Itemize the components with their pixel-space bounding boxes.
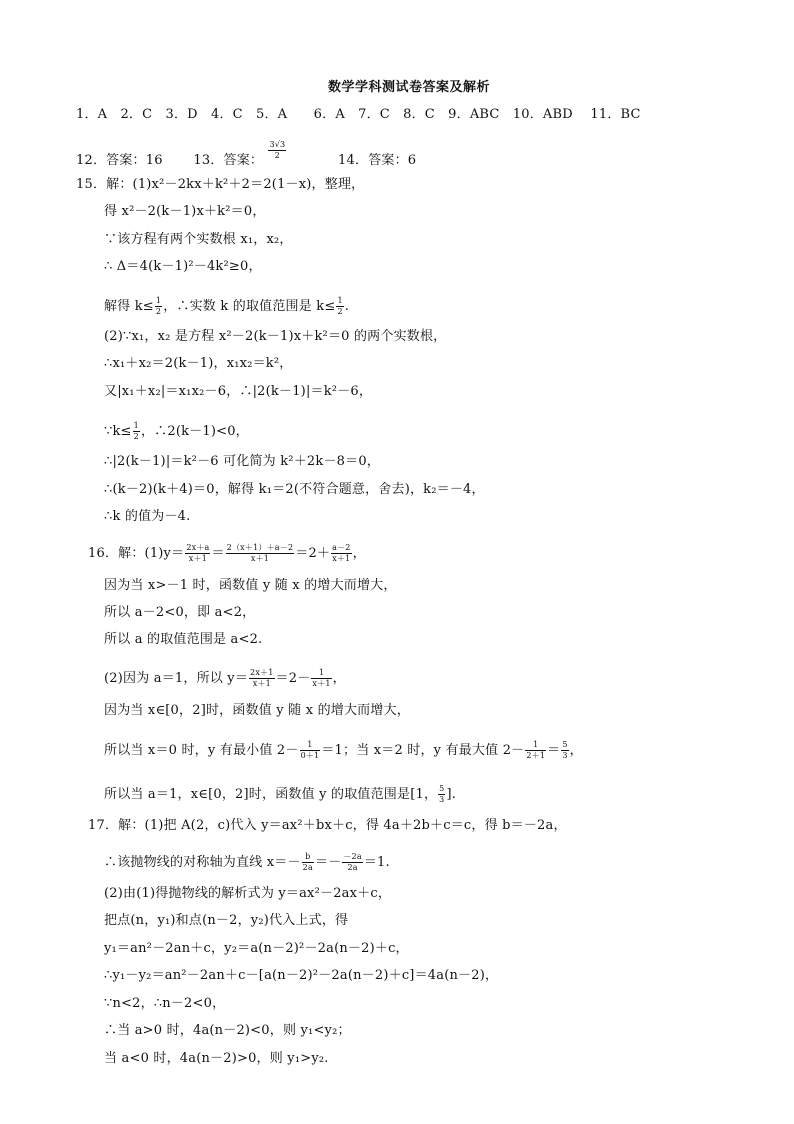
q15-line-9: ∵k≤ $\frac{1}{2}$ ，∴2(k－1)<0， — [104, 421, 249, 441]
q15-line-6: (2)∵x₁，x₂ 是方程 x²－2(k－1)x＋k²＝0 的两个实数根， — [104, 329, 447, 344]
fraction: $\frac{2x+1}{x+1}$ — [250, 668, 274, 688]
answer-13-label: 13．答案： — [193, 153, 264, 168]
answer-12: 12．答案：16 — [76, 153, 163, 168]
answer-14: 14．答案：6 — [338, 153, 417, 168]
choice-answers: 1．A 2．C 3．D 4．C 5．A 6．A 7．C 8．C 9．ABC 10．ABD 11．BC — [76, 107, 641, 122]
q15-line-8: 又|x₁＋x₂|＝x₁x₂－6，∴|2(k－1)|＝k²－6， — [104, 384, 373, 399]
q17-line-6: ∴y₁－y₂＝an²－2an＋c－[a(n－2)²－2a(n－2)＋c]＝4a(n－2)， — [104, 968, 499, 983]
fraction: $\frac{1}{x+1}$ — [312, 668, 331, 688]
page-title: 数学学科测试卷答案及解析 — [328, 80, 491, 95]
fraction-half: $\frac{1}{2}$ — [155, 296, 162, 316]
q15-line-5: 解得 k≤ $\frac{1}{2}$ ，∴实数 k 的取值范围是 k≤ $\frac{1}{2}$ . — [104, 296, 350, 316]
q15-line-11: ∴(k－2)(k＋4)＝0，解得 k₁＝2(不符合题意，舍去)，k₂＝－4， — [104, 482, 485, 497]
q15-line-3: ∵该方程有两个实数根 x₁，x₂， — [104, 232, 293, 247]
q15-line-7: ∴x₁＋x₂＝2(k－1)，x₁x₂＝k²， — [104, 356, 293, 371]
q17-line-1: 17．解：(1)把 A(2，c)代入 y＝ax²＋bx＋c，得 4a＋2b＋c＝c，得 b＝－2a， — [88, 818, 567, 833]
q15-line-12: ∴k 的值为－4. — [104, 509, 191, 524]
q17-line-9: 当 a<0 时，4a(n－2)>0，则 y₁>y₂. — [104, 1051, 329, 1066]
fraction: $\frac{2(x+1)+a-2}{x+1}$ — [226, 543, 294, 563]
q17-line-8: ∴当 a>0 时，4a(n－2)<0，则 y₁<y₂； — [104, 1023, 351, 1038]
fill-answers — [76, 140, 417, 169]
fraction: $\frac{2x+a}{x+1}$ — [186, 543, 210, 563]
fraction: $\frac{5}{3}$ — [562, 740, 568, 760]
fraction-half: $\frac{1}{2}$ — [133, 421, 139, 441]
fraction: $\frac{5}{3}$ — [439, 784, 445, 804]
fraction: $\frac{1}{2+1}$ — [526, 740, 546, 760]
q16-line-2: 因为当 x>－1 时，函数值 y 随 x 的增大而增大， — [104, 578, 397, 593]
q15-line-1: 15．解：(1)x²－2kx＋k²＋2＝2(1－x)，整理， — [76, 177, 365, 192]
q17-line-2: ∴该抛物线的对称轴为直线 x＝－ $\frac{b}{2a}$ ＝－ $\frac{-2a}{2a}$ ＝1. — [104, 852, 390, 872]
q17-line-3: (2)由(1)得抛物线的解析式为 y＝ax²－2ax＋c， — [104, 886, 392, 901]
q16-line-7: 所以当 x＝0 时，y 有最小值 2－ $\frac{1}{0+1}$ ＝1；当 x＝2 时，y 有最大值 2－ $\frac{1}{2+1}$ ＝ $\frac{5}{3}$ ， — [104, 740, 583, 760]
fraction-half: $\frac{1}{2}$ — [337, 296, 343, 316]
fraction: $\frac{1}{0+1}$ — [300, 740, 320, 760]
q17-line-4: 把点(n，y₁)和点(n－2，y₂)代入上式，得 — [104, 913, 349, 928]
q16-line-3: 所以 a－2<0，即 a<2， — [104, 605, 256, 620]
q15-line-2: 得 x²－2(k－1)x＋k²＝0， — [104, 204, 266, 219]
fraction: $\frac{a-2}{x+1}$ — [332, 543, 351, 563]
fraction: $\frac{-2a}{2a}$ — [343, 852, 362, 872]
q16-line-6: 因为当 x∈[0，2]时，函数值 y 随 x 的增大而增大， — [104, 703, 410, 718]
q16-line-4: 所以 a 的取值范围是 a<2. — [104, 632, 263, 647]
q16-line-8: 所以当 a＝1，x∈[0，2]时，函数值 y 的取值范围是[1， $\frac{5}{3}$ ]. — [104, 784, 457, 804]
q17-line-7: ∵n<2，∴n－2<0， — [104, 996, 226, 1011]
q16-line-5: (2)因为 a＝1，所以 y＝ $\frac{2x+1}{x+1}$ ＝2－ $\frac{1}{x+1}$ ， — [104, 668, 346, 688]
q16-line-1: 16．解：(1)y＝ $\frac{2x+a}{x+1}$ ＝ $\frac{2(x+1)+a-2}{x+1}$ ＝2＋ $\frac{a-2}{x+1}$ ， — [88, 543, 366, 563]
fraction: $\frac{b}{2a}$ — [302, 852, 313, 872]
q15-line-4: ∴ Δ＝4(k－1)²－4k²≥0， — [104, 259, 262, 274]
q15-line-10: ∴|2(k－1)|＝k²－6 可化简为 k²＋2k－8＝0， — [104, 454, 380, 469]
answer-13-fraction: $\frac{3√3}{2}$ — [269, 140, 286, 160]
q17-line-5: y₁＝an²－2an＋c，y₂＝a(n－2)²－2a(n－2)＋c， — [104, 941, 409, 956]
